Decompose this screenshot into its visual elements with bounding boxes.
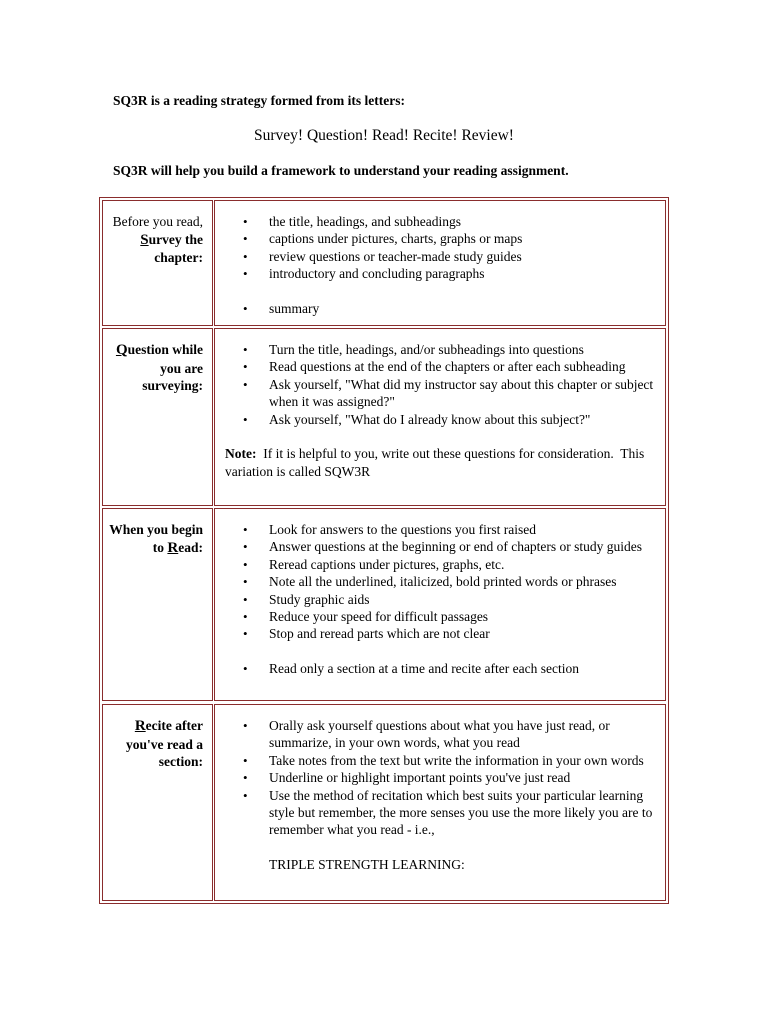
intro-line-3: SQ3R will help you build a framework to understand your reading assignment. xyxy=(113,163,569,178)
list-item: • Stop and reread parts which are not clear xyxy=(243,626,490,642)
list-item: • Ask yourself, "What did my instructor say about this chapter or subject when it was assigned?" xyxy=(243,376,654,410)
list-item: • introductory and concluding paragraphs xyxy=(243,266,485,282)
question-list xyxy=(223,341,659,428)
note-label: Note: xyxy=(225,446,257,462)
question-label-cell xyxy=(102,328,213,506)
recite-label-lead: R xyxy=(134,718,146,734)
read-label-post: ead: xyxy=(178,539,203,555)
list-item: • Answer questions at the beginning or end of chapters or study guides xyxy=(243,539,643,555)
survey-label-lead: S xyxy=(140,231,149,248)
list-item: • Reduce your speed for difficult passages xyxy=(243,609,489,625)
read-label-pre: When you begin to xyxy=(109,522,203,555)
question-label-lead: Q xyxy=(115,342,128,358)
list-item: • Orally ask yourself questions about what you have just read, or summarize, in your own words, what you read xyxy=(243,718,610,751)
recite-list xyxy=(223,717,659,839)
intro-slogan: Survey! Question! Read! Recite! Review! xyxy=(254,127,514,144)
list-item: • Ask yourself, "What do I already know about this subject?" xyxy=(243,411,591,427)
recite-label xyxy=(107,717,203,771)
list-item: • summary xyxy=(243,301,320,317)
question-label xyxy=(107,341,203,395)
survey-label xyxy=(107,213,203,267)
list-item: • Look for answers to the questions you first raised xyxy=(243,522,536,537)
recite-label-cell xyxy=(102,704,213,901)
note-text: If it is helpful to you, write out these questions for consideration. This variation is called SQW3R xyxy=(225,446,648,479)
survey-content-cell xyxy=(214,200,666,326)
list-item: • review questions or teacher-made study guides xyxy=(243,248,522,264)
read-label xyxy=(107,521,203,557)
list-item: • Read only a section at a time and recite after each section xyxy=(243,661,579,677)
list-item: • Study graphic aids xyxy=(243,591,370,607)
list-item: • Reread captions under pictures, graphs, etc. xyxy=(243,556,505,572)
recite-label-post: ecite after you've read a section: xyxy=(126,718,203,769)
list-item: • Use the method of recitation which best suits your particular learning style but remember, the more senses you use the more likely you are to remember what you read - i.e., xyxy=(243,787,653,838)
recite-content-cell xyxy=(214,704,666,901)
list-item: • Take notes from the text but write the information in your own words xyxy=(243,752,644,768)
read-label-lead: R xyxy=(167,539,179,556)
intro-line-1: SQ3R is a reading strategy formed from its letters: xyxy=(113,93,405,108)
question-label-post: uestion while you are surveying: xyxy=(127,342,203,393)
survey-label-pre: Before you read, xyxy=(112,214,203,229)
list-item: • the title, headings, and subheadings xyxy=(243,214,461,229)
read-content-cell xyxy=(214,508,666,701)
read-label-cell xyxy=(102,508,213,701)
list-item: • Underline or highlight important points you've just read xyxy=(243,770,571,786)
question-content-cell xyxy=(214,328,666,506)
triple-strength-learning: TRIPLE STRENGTH LEARNING: xyxy=(269,857,465,873)
question-note xyxy=(223,445,659,480)
list-item: • Read questions at the end of the chapters or after each subheading xyxy=(243,359,626,375)
list-item: • Turn the title, headings, and/or subheadings into questions xyxy=(243,342,584,357)
list-item: • Note all the underlined, italicized, bold printed words or phrases xyxy=(243,574,617,590)
read-list xyxy=(223,521,659,678)
survey-label-post: urvey the chapter: xyxy=(148,231,203,265)
survey-list xyxy=(223,213,659,317)
survey-label-cell xyxy=(102,200,213,326)
list-item: • captions under pictures, charts, graphs or maps xyxy=(243,231,523,247)
